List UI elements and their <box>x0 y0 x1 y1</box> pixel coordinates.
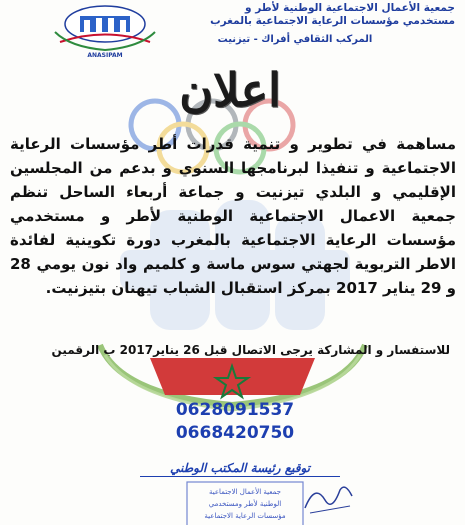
stamp-line-1: جمعية الأعمال الاجتماعية <box>208 488 282 496</box>
contact-info: للاستفسار و المشاركة يرجى الاتصال قبل 26 يناير2017 ب الرقمين <box>51 343 450 357</box>
official-stamp <box>185 480 305 525</box>
phone-number-1[interactable]: 0628091537 <box>175 400 295 420</box>
stamp-line-3: مؤسسات الرعاية الاجتماعية <box>204 512 286 520</box>
signature-label: توقيع رئيسة المكتب الوطني <box>140 461 340 477</box>
header-line-1: جمعية الأعمال الاجتماعية الوطنية لأطر و <box>245 2 455 14</box>
announcement-title: اعلان <box>179 63 281 117</box>
stamp-line-2: الوطنية لأطر ومستخدمي <box>208 500 282 508</box>
body-paragraph: مساهمة في تطوير و تنمية قدرات أطر مؤسسات الرعاية الاجتماعية و تنفيذا لبرنامجها السنوي و بدعم من المجلسين الإقليمي و البلدي تيزنيت و جماعة أربعاء الساحل تنظم جمعية الاعمال الاجتماعية الوطنية لأطر و مستخدمي مؤسسات الرعاية الاجتماعية بالمغرب دورة تكوينية لفائدة الاطر التربوية لجهتي سوس ماسة و كلميم واد نون يومي 28 و 29 يناير 2017 بمركز استقبال الشباب تيهنان بتيزنيت. <box>10 135 456 297</box>
handwritten-signature <box>300 478 360 518</box>
header-line-2: مستخدمي مؤسسات الرعاية الاجتماعية بالمغرب <box>210 15 455 27</box>
phone-number-2[interactable]: 0668420750 <box>175 423 295 443</box>
announcement-body <box>10 132 456 300</box>
logo-caption: ANASIPAM <box>87 52 123 59</box>
association-logo <box>50 2 160 60</box>
header-address: المركب الثقافي أفراك - تيزنيت <box>217 34 373 45</box>
